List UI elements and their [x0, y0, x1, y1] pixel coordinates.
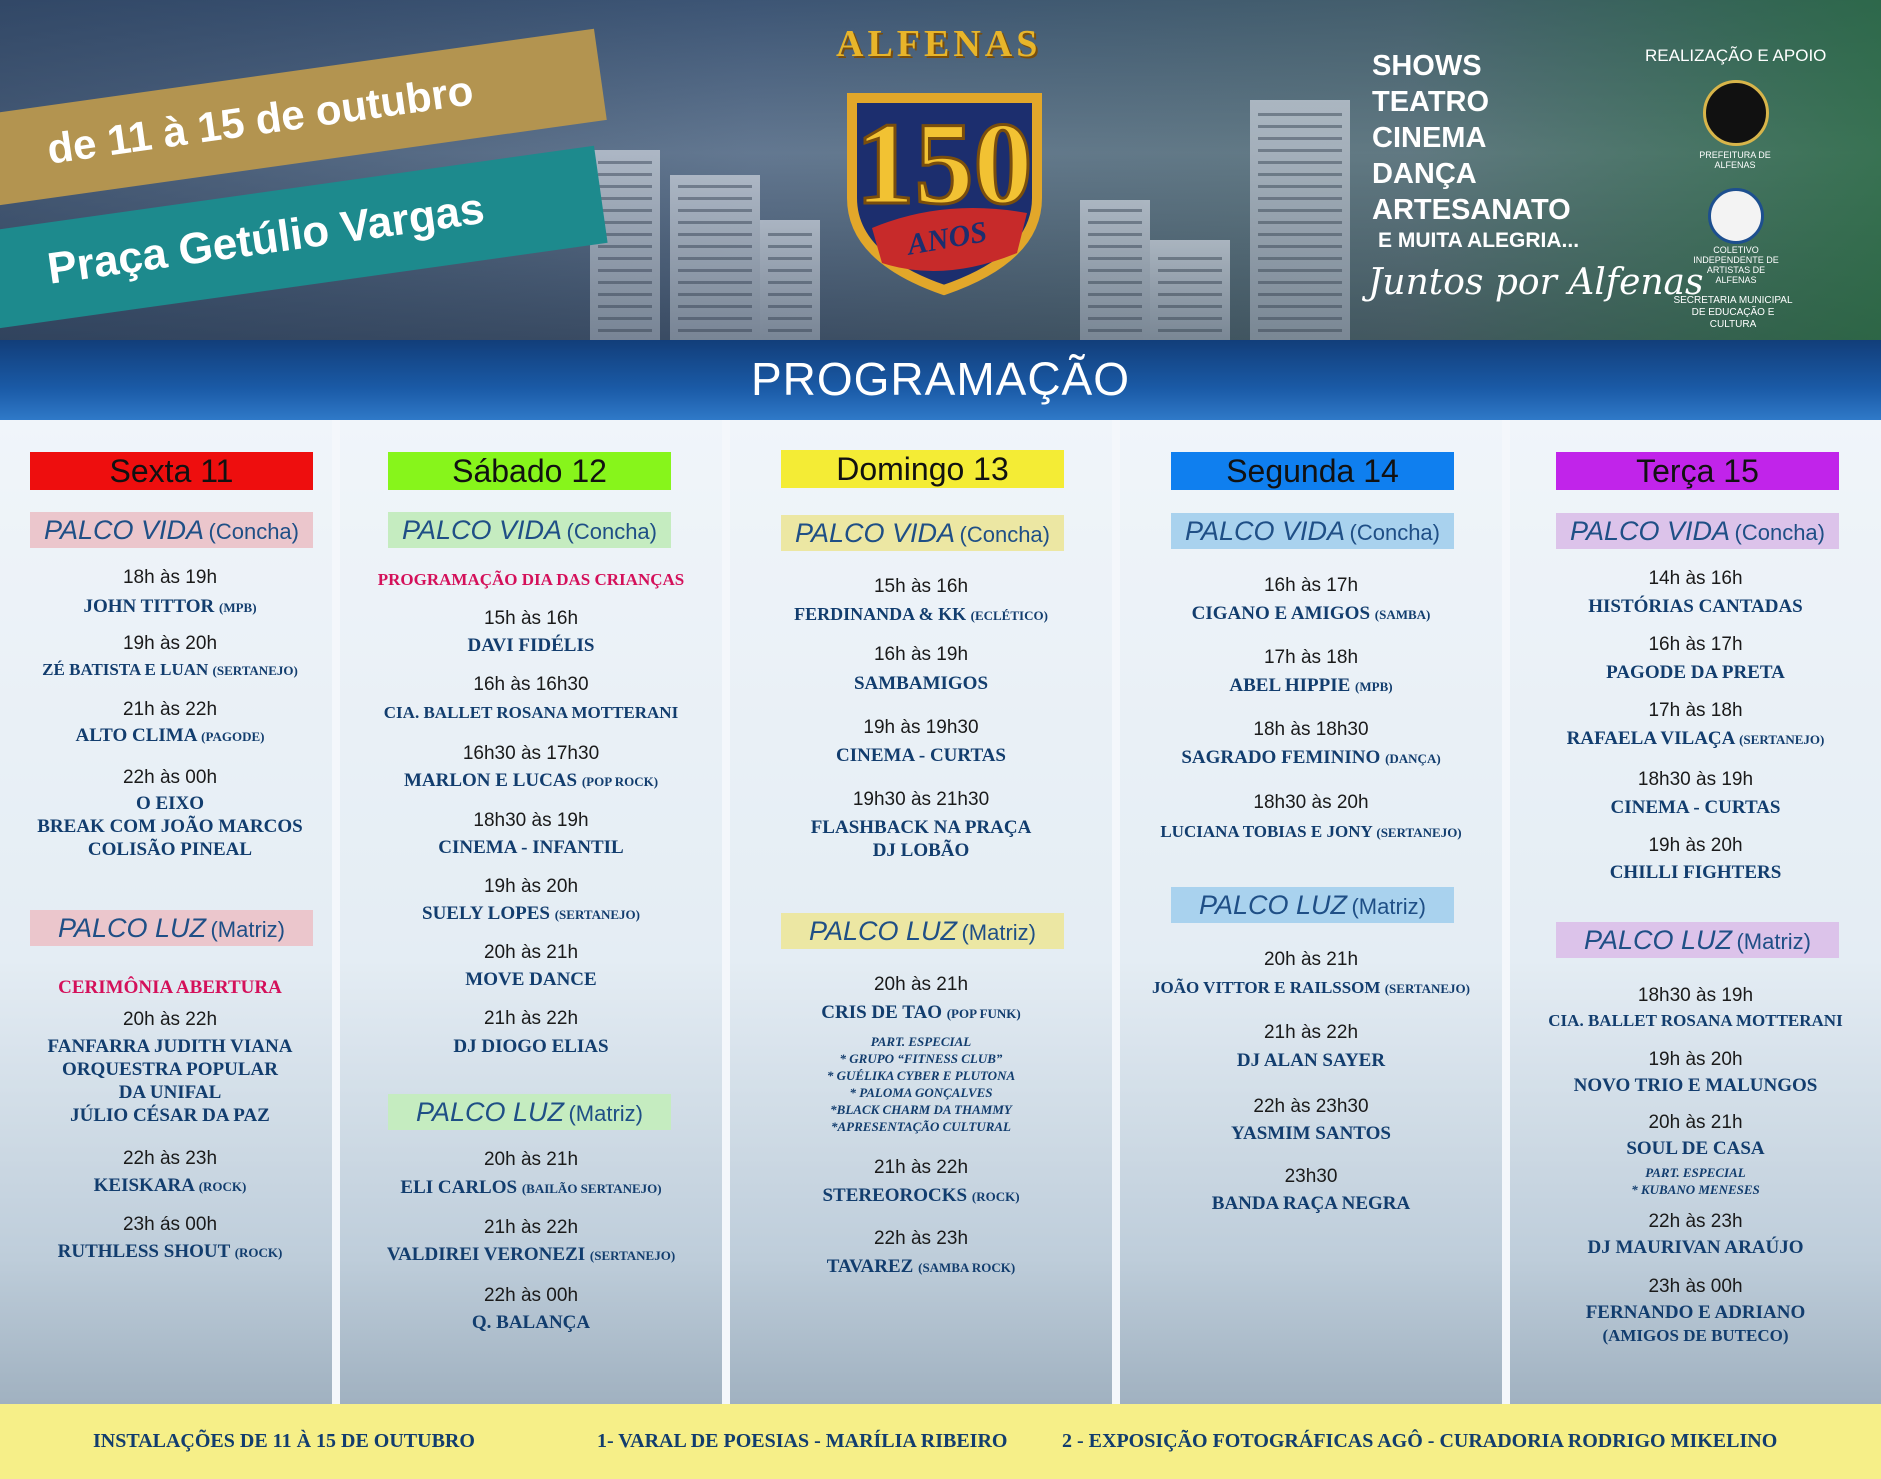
event-time: 22h às 23h30	[1253, 1096, 1369, 1117]
event-time: 18h30 às 19h	[1637, 985, 1754, 1006]
logo-number: 150	[855, 98, 1033, 229]
event-act: O EIXO BREAK COM JOÃO MARCOS COLISÃO PINEAL	[37, 793, 303, 860]
day-header-segunda: Segunda 14	[1171, 452, 1454, 490]
service-item: CINEMA	[1372, 122, 1487, 154]
event-time: 20h às 21h	[483, 942, 579, 963]
event-time: 23h às 00h	[1648, 1276, 1743, 1297]
stage-luz-domingo	[781, 913, 1064, 949]
installations-footer	[0, 1404, 1881, 1479]
header	[0, 0, 1881, 340]
event-time: 20h às 22h	[122, 1009, 218, 1030]
event-act: CIA. BALLET ROSANA MOTTERANI	[1548, 1011, 1843, 1030]
event-time: 18h30 às 19h	[473, 810, 589, 831]
event-time: 21h às 22h	[122, 699, 218, 720]
stage-venue: (Matriz)	[1736, 929, 1812, 954]
event-act: FERNANDO E ADRIANO (AMIGOS DE BUTECO)	[1585, 1302, 1806, 1345]
event-time: 18h30 às 20h	[1253, 792, 1369, 813]
place-banner-text: Praça Getúlio Vargas	[44, 183, 488, 294]
event-act: KEISKARA (ROCK)	[93, 1175, 247, 1196]
event-time: 20h às 21h	[1648, 1112, 1743, 1133]
event-act: CIGANO E AMIGOS (SAMBA)	[1191, 603, 1431, 624]
stage-name: PALCO LUZ	[1198, 890, 1348, 920]
event-time: 22h às 23h	[873, 1228, 969, 1249]
stage-name: PALCO LUZ	[415, 1097, 565, 1127]
event-act: SAMBAMIGOS	[853, 673, 989, 694]
stage-vida-sabado	[388, 512, 671, 548]
event-time: 18h às 18h30	[1253, 719, 1369, 740]
event-act: CRIS DE TAO (POP FUNK)	[821, 1002, 1021, 1023]
event-time: 23h30	[1284, 1166, 1338, 1187]
event-act: CINEMA - CURTAS	[1610, 797, 1781, 818]
stage-name: PALCO LUZ	[57, 913, 207, 943]
stage-vida-sexta	[30, 512, 313, 548]
stage-venue: (Matriz)	[210, 917, 286, 942]
logo-anos: ANOS	[904, 215, 990, 262]
stage-name: PALCO LUZ	[1583, 925, 1733, 955]
event-act: ABEL HIPPIE (MPB)	[1229, 675, 1393, 696]
event-time: 15h às 16h	[483, 608, 579, 629]
installations-label: INSTALAÇÕES DE 11 À 15 DE OUTUBRO	[93, 1430, 475, 1452]
stage-venue: (Matriz)	[961, 920, 1037, 945]
event-time: 19h às 20h	[1648, 835, 1743, 856]
stage-name: PALCO VIDA	[1570, 516, 1731, 546]
coletivo-seal-icon	[1708, 188, 1764, 244]
column-divider	[722, 420, 730, 1404]
logo-city-name: ALFENAS	[836, 23, 1042, 65]
skyline-building	[590, 150, 660, 340]
schedule-area	[0, 420, 1881, 1404]
stage-luz-sexta	[30, 910, 313, 946]
installation-item: 1- VARAL DE POESIAS - MARÍLIA RIBEIRO	[597, 1430, 1008, 1452]
opening-ceremony: CERIMÔNIA ABERTURA	[58, 977, 282, 998]
event-act: FANFARRA JUDITH VIANA ORQUESTRA POPULAR DA UNIFAL JÚLIO CÉSAR DA PAZ	[47, 1036, 293, 1126]
event-act: ALTO CLIMA (PAGODE)	[75, 725, 265, 746]
stage-name: PALCO VIDA	[44, 515, 205, 545]
event-time: 14h às 16h	[1648, 568, 1743, 589]
event-act: DJ DIOGO ELIAS	[453, 1036, 609, 1057]
service-extra: E MUITA ALEGRIA...	[1378, 229, 1580, 252]
event-act: DJ MAURIVAN ARAÚJO	[1587, 1237, 1804, 1258]
stage-name: PALCO VIDA	[795, 518, 956, 548]
event-time: 20h às 21h	[483, 1149, 579, 1170]
event-act: VALDIREI VERONEZI (SERTANEJO)	[386, 1244, 676, 1265]
stage-vida-domingo	[781, 515, 1064, 551]
event-time: 17h às 18h	[1648, 700, 1743, 721]
event-time: 19h30 às 21h30	[852, 789, 990, 810]
slogan: Juntos por Alfenas	[1368, 262, 1704, 303]
event-act: DJ ALAN SAYER	[1236, 1050, 1386, 1071]
childrens-day-label: PROGRAMAÇÃO DIA DAS CRIANÇAS	[377, 570, 685, 589]
event-time: 19h às 20h	[122, 633, 218, 654]
event-act: CHILLI FIGHTERS	[1609, 862, 1782, 883]
day-header-domingo: Domingo 13	[781, 450, 1064, 488]
event-time: 16h às 16h30	[473, 674, 589, 695]
stage-name: PALCO LUZ	[808, 916, 958, 946]
service-item: SHOWS	[1372, 50, 1482, 82]
event-act: CINEMA - INFANTIL	[438, 837, 624, 858]
event-act: TAVAREZ (SAMBA ROCK)	[826, 1256, 1016, 1277]
program-title-bar	[0, 340, 1881, 420]
service-item: ARTESANATO	[1372, 194, 1571, 226]
prefeitura-caption: PREFEITURA DE ALFENAS	[1699, 150, 1771, 170]
event-act: SOUL DE CASA	[1626, 1138, 1765, 1159]
event-act: SAGRADO FEMININO (DANÇA)	[1181, 747, 1441, 768]
event-time: 22h às 00h	[483, 1285, 579, 1306]
event-act: MARLON E LUCAS (POP ROCK)	[403, 770, 659, 791]
event-act: PAGODE DA PRETA	[1606, 662, 1785, 683]
stage-venue: (Concha)	[1734, 520, 1825, 545]
day-header-sabado: Sábado 12	[388, 452, 671, 490]
skyline-building	[760, 220, 820, 340]
stage-vida-terca	[1556, 513, 1839, 549]
event-act: MOVE DANCE	[465, 969, 597, 990]
skyline-building	[1080, 200, 1150, 340]
event-time: 21h às 22h	[1263, 1022, 1359, 1043]
event-time: 20h às 21h	[873, 974, 969, 995]
event-time: 21h às 22h	[873, 1157, 969, 1178]
day-header-sexta: Sexta 11	[30, 452, 313, 490]
event-act: NOVO TRIO E MALUNGOS	[1573, 1075, 1818, 1096]
event-act: YASMIM SANTOS	[1231, 1123, 1391, 1144]
event-time: 19h às 20h	[483, 876, 579, 897]
event-act: STEREOROCKS (ROCK)	[822, 1185, 1020, 1206]
event-act: HISTÓRIAS CANTADAS	[1588, 596, 1803, 617]
event-time: 19h às 20h	[1648, 1049, 1743, 1070]
event-act: DAVI FIDÉLIS	[467, 635, 595, 656]
column-divider	[1502, 420, 1510, 1404]
service-item: TEATRO	[1372, 86, 1490, 118]
event-time: 17h às 18h	[1263, 647, 1359, 668]
date-banner-text: de 11 à 15 de outubro	[44, 66, 477, 173]
column-divider	[1112, 420, 1120, 1404]
event-time: 16h às 19h	[873, 644, 969, 665]
event-time: 22h às 23h	[1648, 1211, 1743, 1232]
event-time: 21h às 22h	[483, 1008, 579, 1029]
event-act: JOÃO VITTOR E RAILSSOM (SERTANEJO)	[1152, 978, 1470, 997]
stage-luz-segunda	[1171, 887, 1454, 923]
stage-venue: (Concha)	[1349, 520, 1440, 545]
program-title: PROGRAMAÇÃO	[750, 353, 1131, 405]
stage-venue: (Concha)	[566, 519, 657, 544]
event-act: SUELY LOPES (SERTANEJO)	[422, 903, 640, 924]
installation-item: 2 - EXPOSIÇÃO FOTOGRÁFICAS AGÔ - CURADORIA RODRIGO MIKELINO	[1062, 1430, 1778, 1452]
stage-name: PALCO VIDA	[402, 515, 563, 545]
event-act: Q. BALANÇA	[471, 1312, 591, 1333]
skyline-building	[1150, 240, 1230, 340]
stage-venue: (Matriz)	[568, 1101, 644, 1126]
special-guests: PART. ESPECIAL * KUBANO MENESES	[1631, 1165, 1760, 1197]
stage-venue: (Concha)	[959, 522, 1050, 547]
event-time: 16h às 17h	[1263, 575, 1359, 596]
event-act: CINEMA - CURTAS	[836, 745, 1006, 766]
skyline-building	[670, 175, 760, 340]
event-time: 16h às 17h	[1648, 634, 1743, 655]
event-time: 15h às 16h	[873, 576, 969, 597]
skyline-building	[1250, 100, 1350, 340]
event-time: 22h às 00h	[122, 767, 218, 788]
event-act: ELI CARLOS (BAILÃO SERTANEJO)	[400, 1177, 662, 1198]
coletivo-caption: COLETIVO INDEPENDENTE DE ARTISTAS DE ALFENAS	[1693, 245, 1779, 285]
event-time: 20h às 21h	[1263, 949, 1359, 970]
special-guests: PART. ESPECIAL * GRUPO “FITNESS CLUB” * GUÉLIKA CYBER E PLUTONA * PALOMA GONÇALVES *BLACK CHARM DA THAMMY *APRESENTAÇÃO CULTURAL	[826, 1034, 1016, 1134]
stage-name: PALCO VIDA	[1185, 516, 1346, 546]
event-time: 21h às 22h	[483, 1217, 579, 1238]
event-act: BANDA RAÇA NEGRA	[1211, 1193, 1411, 1214]
event-time: 22h às 23h	[122, 1148, 218, 1169]
anniversary-shield-logo	[812, 78, 1077, 298]
event-time: 18h30 às 19h	[1637, 769, 1754, 790]
prefeitura-seal-icon	[1703, 80, 1769, 146]
stage-luz-terca	[1556, 922, 1839, 958]
event-time: 23h ás 00h	[122, 1214, 218, 1235]
service-item: DANÇA	[1372, 158, 1477, 190]
event-act: FERDINANDA & KK (ECLÉTICO)	[794, 604, 1048, 624]
day-header-terca: Terça 15	[1556, 452, 1839, 490]
event-act: RUTHLESS SHOUT (ROCK)	[57, 1241, 283, 1262]
stage-luz-sabado	[388, 1094, 671, 1130]
event-act: JOHN TITTOR (MPB)	[83, 596, 257, 617]
stage-venue: (Matriz)	[1351, 894, 1427, 919]
event-time: 16h30 às 17h30	[462, 743, 600, 764]
event-act: CIA. BALLET ROSANA MOTTERANI	[383, 703, 679, 722]
stage-vida-segunda	[1171, 513, 1454, 549]
event-time: 18h às 19h	[122, 567, 218, 588]
event-act: ZÉ BATISTA E LUAN (SERTANEJO)	[42, 660, 298, 679]
services-list	[1372, 48, 1579, 254]
support-label: REALIZAÇÃO E APOIO	[1645, 46, 1827, 65]
event-act: LUCIANA TOBIAS E JONY (SERTANEJO)	[1160, 822, 1462, 841]
secretaria-caption: SECRETARIA MUNICIPAL DE EDUCAÇÃO E CULTURA	[1673, 295, 1793, 330]
event-time: 19h às 19h30	[863, 717, 979, 738]
event-act: FLASHBACK NA PRAÇA DJ LOBÃO	[810, 817, 1032, 861]
event-act: RAFAELA VILAÇA (SERTANEJO)	[1566, 728, 1825, 749]
stage-venue: (Concha)	[208, 519, 299, 544]
